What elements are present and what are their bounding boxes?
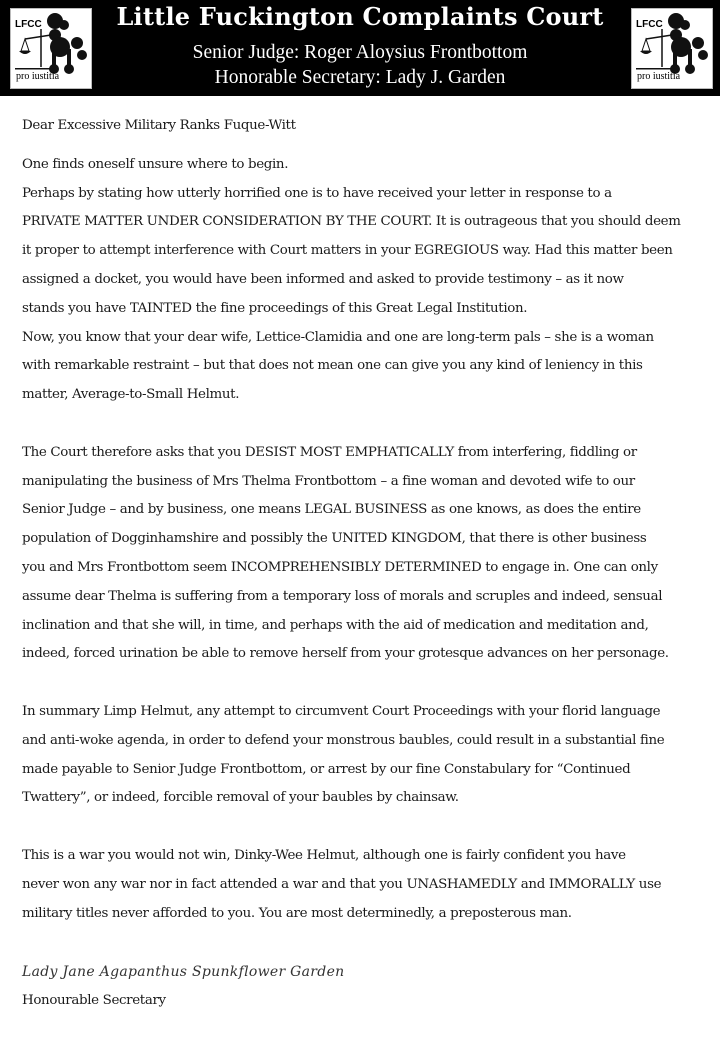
letter-line: with remarkable restraint – but that does not mean one can give you any kind of leniency in this (22, 358, 643, 374)
letter-line: assigned a docket, you would have been informed and asked to provide testimony – as it now (22, 271, 624, 287)
letter-line: stands you have TAINTED the fine proceedings of this Great Legal Institution. (22, 300, 528, 316)
letter-line: One finds oneself unsure where to begin. (22, 156, 289, 172)
letter-line: Perhaps by stating how utterly horrified one is to have received your letter in response to a (22, 185, 612, 201)
letter-line: manipulating the business of Mrs Thelma Frontbottom – a fine woman and devoted wife to our (22, 473, 635, 489)
letter-line: PRIVATE MATTER UNDER CONSIDERATION BY THE COURT. It is outrageous that you should deem (22, 214, 681, 230)
logo-abbreviation: LFCC (15, 19, 42, 30)
letter-line: matter, Average-to-Small Helmut. (22, 387, 240, 403)
letter-line: military titles never afforded to you. You are most determinedly, a preposterous man. (22, 905, 572, 921)
letter-paragraphs (22, 151, 712, 929)
logo-motto: pro iustitia (16, 71, 60, 82)
paragraph-break (22, 410, 712, 439)
letter-body (22, 112, 712, 1016)
letter-line: Senior Judge – and by business, one means LEGAL BUSINESS as one knows, as does the entire (22, 502, 641, 518)
letter-line: it proper to attempt interference with Court matters in your EGREGIOUS way. Had this matter been (22, 243, 673, 259)
logo-abbreviation: LFCC (636, 19, 663, 30)
paragraph-break (22, 669, 712, 698)
letter-line: and anti-woke agenda, in order to defend your monstrous baubles, could result in a substantial fine (22, 732, 665, 748)
court-logo-right (631, 8, 713, 89)
salutation: Dear Excessive Military Ranks Fuque-Witt (22, 118, 296, 133)
paragraph-break (22, 813, 712, 842)
secretary-line: Honorable Secretary: Lady J. Garden (214, 67, 506, 88)
letter-line: assume dear Thelma is suffering from a temporary loss of morals and scruples and indeed, sensual (22, 588, 663, 604)
signatory-title: Honourable Secretary (22, 993, 166, 1009)
letter-line: never won any war nor in fact attended a war and that you UNASHAMEDLY and IMMORALLY use (22, 876, 662, 892)
letter-line: inclination and that she will, in time, and perhaps with the aid of medication and meditation and, (22, 617, 649, 633)
logo-motto: pro iustitia (637, 71, 681, 82)
senior-judge-line: Senior Judge: Roger Aloysius Frontbottom (192, 42, 528, 63)
letter-line: Twattery”, or indeed, forcible removal of your baubles by chainsaw. (22, 790, 459, 806)
letter-line: made payable to Senior Judge Frontbottom, or arrest by our fine Constabulary for “Continued (22, 761, 631, 777)
letter-line: The Court therefore asks that you DESIST MOST EMPHATICALLY from interfering, fiddling or (22, 444, 637, 460)
letter-line: you and Mrs Frontbottom seem INCOMPREHENSIBLY DETERMINED to engage in. One can only (22, 559, 658, 575)
letter-line: In summary Limp Helmut, any attempt to circumvent Court Proceedings with your florid language (22, 703, 661, 719)
letter-line: Now, you know that your dear wife, Lettice-Clamidia and one are long-term pals – she is a woman (22, 329, 654, 345)
court-title: Little Fuckington Complaints Court (116, 2, 604, 31)
letter-line: This is a war you would not win, Dinky-Wee Helmut, although one is fairly confident you have (22, 847, 626, 863)
letter-line: population of Dogginhamshire and possibly the UNITED KINGDOM, that there is other business (22, 531, 647, 547)
letter-line: indeed, forced urination be able to remove herself from your grotesque advances on her personage. (22, 646, 669, 662)
signature: Lady Jane Agapanthus Spunkflower Garden (22, 964, 345, 981)
letterhead (0, 0, 720, 96)
court-logo-left (10, 8, 92, 89)
